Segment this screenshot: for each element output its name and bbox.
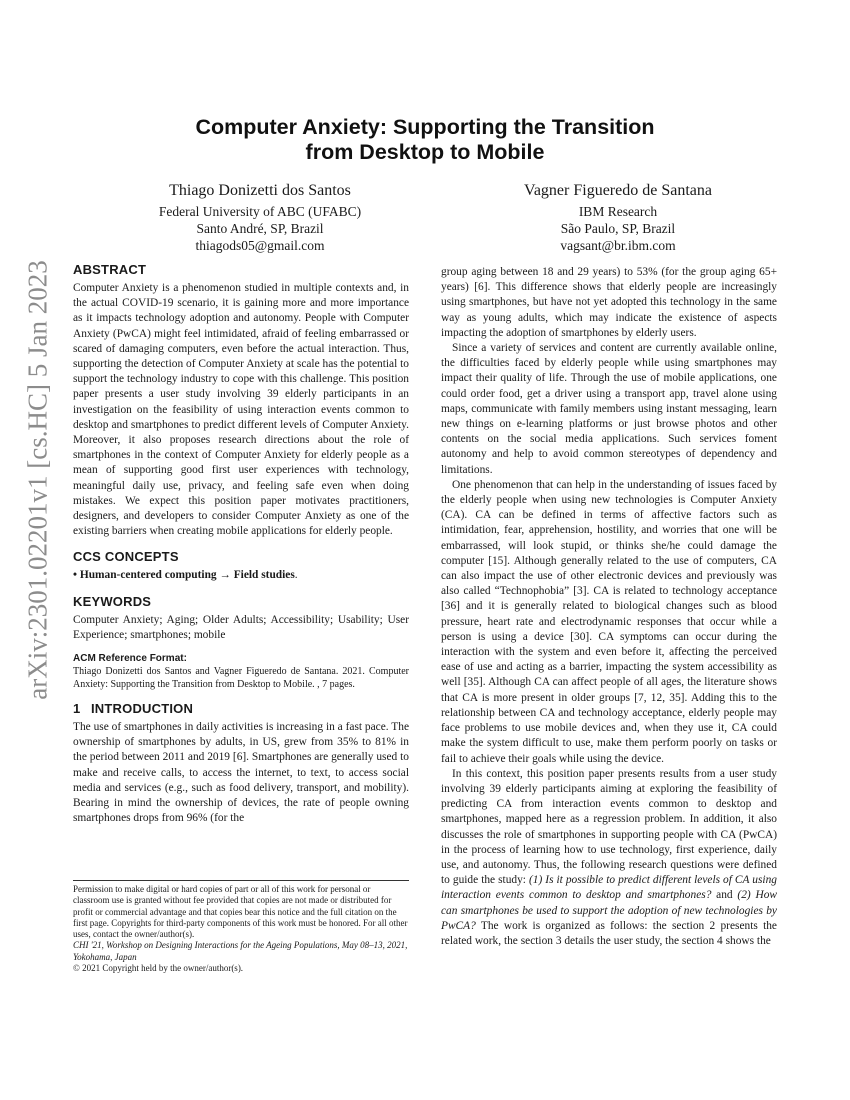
copyright-notice: © 2021 Copyright held by the owner/author(s).: [73, 963, 244, 974]
paragraph: One phenomenon that can help in the understanding of issues faced by the elderly people when using new technologies is Computer Anxiety (CA). CA can be defined in terms of affective factors such as intimidation, fear, apprehension, hostility, and worries that one will be embarrassed, will look stupid, or thinks she/he could damage the computer [15]. Although generally related to the use of computers, CA can also impact the use of other electronic devices and previously was also called “Technophobia” [3]. CA is related to technology acceptance [36] and it is generally related to biological changes such as blood pressure, heart rate and electrodynamic responses that occur while a person is using a device [30]. CA symptoms can occur during the interaction with the system and even before it, affecting the perceived ease of use and acting as a barrier, impacting the system accessibility as well [35]. Although CA can affect people of all ages, the literature shows that CA is more present in older groups [7, 12, 35]. Adding this to the relationship between CA and technology acceptance, elderly people may face problems to use mobile devices and, when they use it, CA could make the system difficult to use, make them perform poorly on tasks or fail to achieve their goals while using the device.: [441, 478, 777, 765]
text-run: The work is organized as follows: the section 2 presents the related work, the section 3 details the user study, the section 4 shows the: [441, 919, 777, 947]
author-email: thiagods05@gmail.com: [195, 238, 325, 253]
author-email: vagsant@br.ibm.com: [560, 238, 676, 253]
paragraph: group aging between 18 and 29 years) to 53% (for the group aging 65+ years) [6]. This difference shows that elderly people are increasingly using smartphones, but have not yet adopted this technology in the same way as young adults, which may indicate the existence of aspects impacting the adoption of smartphones by elderly users.: [441, 266, 777, 339]
text-run: and: [711, 889, 738, 902]
footnote: [73, 884, 409, 974]
author-location: São Paulo, SP, Brazil: [560, 221, 676, 236]
paper-title: [75, 115, 775, 165]
author-2: [478, 181, 758, 254]
intro-text: The use of smartphones in daily activities is increasing in a fast pace. The ownership of smartphones by adults, in US, grew from 35% to 81% in the period between 2011 and 2019 [6]. Smartphones are generally used to make and receive calls, to access the internet, to text, to access social media and services (e.g., such as food delivery, transport, and mobility). Bearing in mind the ownership of devices, the rate of people owning smartphones drops from 96% (for the: [73, 721, 409, 825]
footnote-rule: [73, 880, 409, 881]
abstract-heading: ABSTRACT: [73, 262, 147, 277]
author-name: Vagner Figueredo de Santana: [524, 182, 712, 199]
author-affiliation: Federal University of ABC (UFABC): [158, 204, 362, 219]
ccs-text: [73, 568, 409, 583]
abstract-text: Computer Anxiety is a phenomenon studied in multiple contexts and, in the actual COVID-19 scenario, it is gaining more and more importance as it impacts technology adoption and autonomy. People with Computer Anxiety (PwCA) might feel intimidated, afraid of feeling embarrassed or scared of damaging computers, even before the actual interaction. Thus, supporting the detection of Computer Anxiety at scale has the potential to support the technology industry to cope with this challenge. This position paper presents a user study involving 39 elderly participants in an investigation on the feasibility of using interaction events common to desktop and smartphones to predict different levels of Computer Anxiety. Moreover, it also proposes research directions about the role of smartphones in the context of Computer Anxiety for elderly people as a mean of supporting good first user experiences with technology, meaningful daily use, privacy, and feeling safe even when doing mistakes. We expect this position paper motivates practitioners, designers, and developers to consider Computer Anxiety as one of the existing barriers when creating mobile applications for elderly people.: [73, 282, 409, 538]
intro-heading: [73, 701, 409, 717]
left-column: [73, 262, 409, 826]
ccs-concepts: • Human-centered computing → Field studies: [73, 569, 295, 582]
permission-notice: Permission to make digital or hard copies of part or all of this work for personal or classroom use is granted without fee provided that copies are not made or distributed for profit or commercial advantage and that copies bear this notice and the full citation on the first page. Copyrights for third-party components of this work must be honored. For all other uses, contact the owner/author(s).: [73, 884, 408, 940]
section-title: INTRODUCTION: [91, 701, 194, 717]
text-run: In this context, this position paper presents results from a user study involving 39 elderly participants aiming at exploring the feasibility of predicting CA from interaction events common to desktop and smartphones, mapped here as a regression problem. In addition, it also discusses the role of smartphones in supporting people with CA (PwCA) in the process of learning how to use technology, first experience, daily use, and autonomy. Thus, the following research questions were defined to guide the study:: [441, 767, 777, 887]
right-column: [441, 265, 777, 949]
author-location: Santo André, SP, Brazil: [196, 221, 324, 236]
acm-reference-heading: ACM Reference Format:: [73, 653, 187, 665]
title-line-2: from Desktop to Mobile: [305, 140, 545, 164]
acm-reference-text: Thiago Donizetti dos Santos and Vagner Figueredo de Santana. 2021. Computer Anxiety: Supporting the Transition from Desktop to Mobile. , 7 pages.: [73, 666, 409, 691]
research-question-2: (2) How can smartphones be used to support the adoption of new technologies by PwCA?: [441, 889, 777, 932]
paragraph: Since a variety of services and content are currently available online, the difficulties faced by elderly people while using smartphones may impact their quality of life. Through the use of mobile applications, one could order food, get a driver using a transport app, travel alone using maps, communicate with family members using instant messaging, learn new things on e-learning platforms or just browse photos and other contents on the social media applications. Such services foment autonomy and help to avoid common stereotypes of dependency and limitations.: [441, 342, 777, 476]
keywords-heading: KEYWORDS: [73, 593, 152, 609]
keywords-text: Computer Anxiety; Aging; Older Adults; Accessibility; Usability; User Experience; smartphones; mobile: [73, 613, 409, 641]
author-1: [120, 181, 400, 254]
title-line-1: Computer Anxiety: Supporting the Transition: [195, 115, 655, 139]
research-question-1: (1) Is it possible to predict different levels of CA using interaction events common to desktop and smartphones?: [441, 874, 777, 902]
arxiv-stamp: [18, 260, 58, 700]
arxiv-stamp-text: arXiv:2301.02201v1 [cs.HC] 5 Jan 2023: [22, 260, 53, 700]
section-number: 1: [73, 701, 81, 717]
author-name: Thiago Donizetti dos Santos: [169, 182, 351, 199]
author-affiliation: IBM Research: [578, 204, 658, 219]
ccs-suffix: .: [294, 569, 298, 582]
venue-notice: CHI '21, Workshop on Designing Interactions for the Ageing Populations, May 08–13, 2021, Yokohama, Japan: [73, 940, 408, 962]
paragraph: [441, 767, 777, 949]
ccs-heading: CCS CONCEPTS: [73, 549, 179, 565]
